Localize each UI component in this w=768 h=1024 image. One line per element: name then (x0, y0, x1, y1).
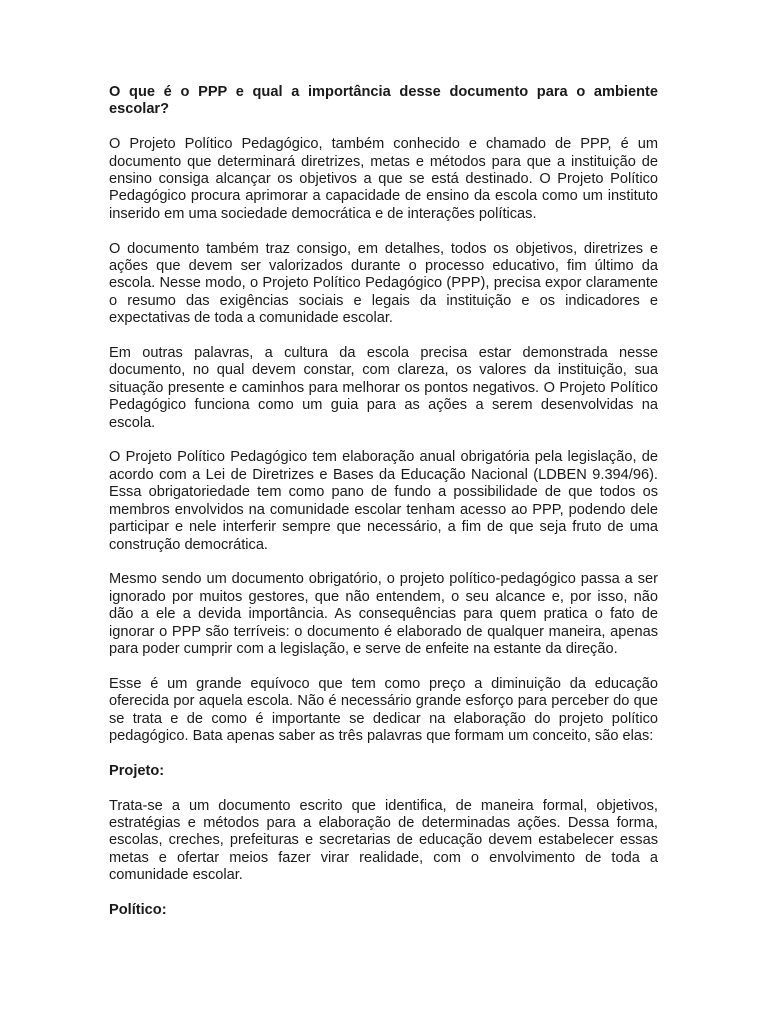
paragraph-2: O documento também traz consigo, em detalhes, todos os objetivos, diretrizes e ações que devem ser valorizados durante o processo educativo, fim último da escola. Nesse modo, o Projeto Político Pedagógico (PPP), precisa expor claramente o resumo das exigências sociais e legais da instituição e os indicadores e expectativas de toda a comunidade escolar. (109, 240, 658, 327)
section-title-politico: Político: (109, 901, 167, 918)
paragraph-1: O Projeto Político Pedagógico, também conhecido e chamado de PPP, é um documento que determinará diretrizes, metas e métodos para que a instituição de ensino consiga alcançar os objetivos a que se está destinado. O Projeto Político Pedagógico procura aprimorar a capacidade de ensino da escola como um instituto inserido em uma sociedade democrática e de interações políticas. (109, 136, 658, 222)
section-title-projeto: Projeto: (109, 762, 165, 779)
document-body (109, 84, 658, 937)
paragraph-5: Mesmo sendo um documento obrigatório, o projeto político-pedagógico passa a ser ignorado por muitos gestores, que não entendem, o seu alcance e, por isso, não dão a ele a devida importância. As consequências para quem pratica o fato de ignorar o PPP são terríveis: o documento é elaborado de qualquer maneira, apenas para poder cumprir com a legislação, e serve de enfeite na estante da direção. (109, 571, 658, 657)
document-title: O que é o PPP e qual a importância desse documento para o ambiente escolar? (109, 84, 658, 118)
paragraph-4: O Projeto Político Pedagógico tem elaboração anual obrigatória pela legislação, de acordo com a Lei de Diretrizes e Bases da Educação Nacional (LDBEN 9.394/96). Essa obrigatoriedade tem como pano de fundo a possibilidade de que todos os membros envolvidos na comunidade escolar tenham acesso ao PPP, podendo dele participar e nele interferir sempre que necessário, a fim de que seja fruto de uma construção democrática. (109, 449, 658, 553)
paragraph-6: Esse é um grande equívoco que tem como preço a diminuição da educação oferecida por aquela escola. Não é necessário grande esforço para perceber do que se trata e de como é importante se dedicar na elaboração do projeto político pedagógico. Bata apenas saber as três palavras que formam um conceito, são elas: (109, 675, 658, 744)
paragraph-3: Em outras palavras, a cultura da escola precisa estar demonstrada nesse documento, no qual devem constar, com clareza, os valores da instituição, sua situação presente e caminhos para melhorar os pontos negativos. O Projeto Político Pedagógico funciona como um guia para as ações a serem desenvolvidas na escola. (109, 345, 658, 431)
section-text-projeto: Trata-se a um documento escrito que identifica, de maneira formal, objetivos, estratégias e métodos para a elaboração de determinadas ações. Dessa forma, escolas, creches, prefeituras e secretarias de educação devem estabelecer essas metas e ofertar meios fazer virar realidade, com o envolvimento de toda a comunidade escolar. (109, 797, 658, 884)
